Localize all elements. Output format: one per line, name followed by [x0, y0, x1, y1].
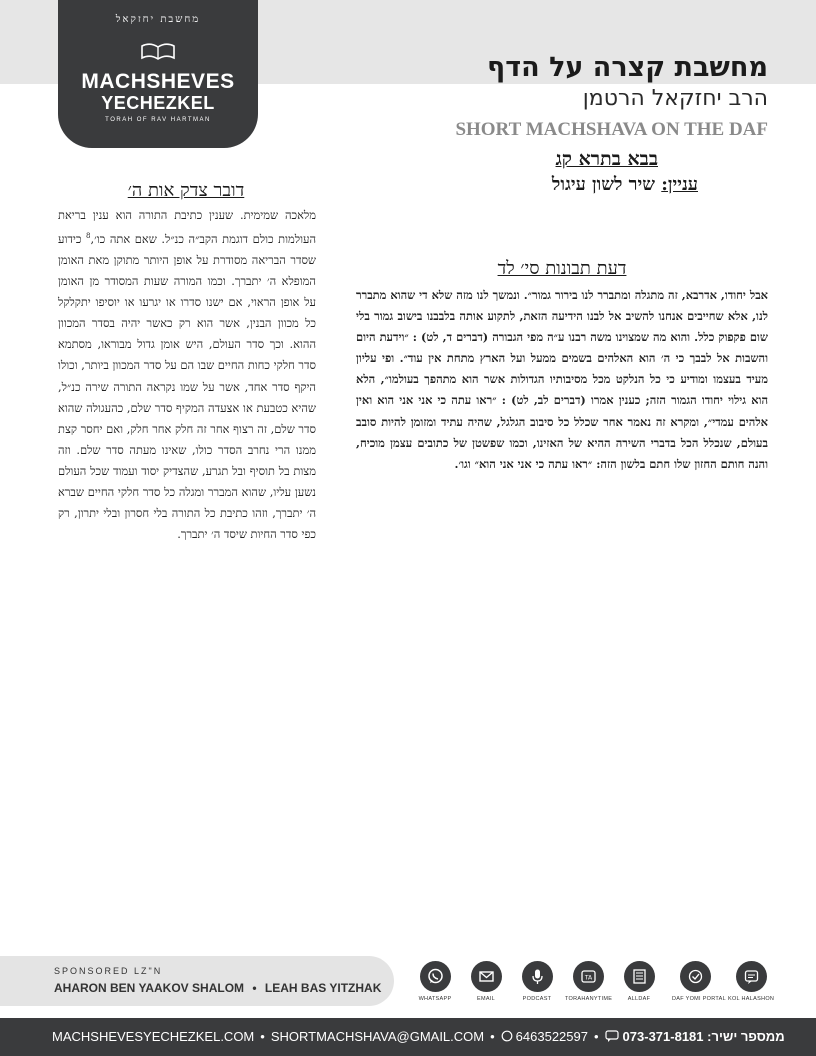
sponsor-name-1: AHARON BEN YAAKOV SHALOM	[54, 981, 245, 995]
logo	[58, 0, 258, 148]
sponsor-names	[54, 981, 381, 995]
svg-text:TA: TA	[584, 974, 592, 982]
right-column-heading: דעת תבונות סי׳ לד	[497, 258, 627, 279]
email-caption: EMAIL	[476, 996, 495, 1002]
logo-name-line2: YECHEZKEL	[101, 93, 215, 113]
open-book-icon	[140, 42, 176, 60]
daf-yomi-portal-icon	[687, 968, 704, 985]
left-text-part1: מלאכה שמימית. שענין כתיבת התורה הוא ענין בריאת העולמות כולם דוגמת הקב״ה כנ״ל. שאם אתה כו׳,	[58, 208, 317, 246]
link-icons	[412, 961, 784, 1005]
footer-contacts	[52, 1029, 785, 1044]
right-column-text: אבל יחודו, אדרבא, זה מתגלה ומתברר לנו בירור גמור״. ונמשך לנו מזה שלא די שהוא מתברר לנו, אלא שחייבים אנחנו להשיב אל לבנו הידיעה הזאת, לתקוע אותה בלבבנו בישוב גמור בלי שום פקפוק כלל. והוא מה שמצוינו משה רבנו ע״ה מפי הגבורה (דברים ד, לט) : ״וידעת היום והשבות אל לבבך כי ה׳ הוא האלהים בשמים ממעל ועל הארץ מתחת אין עוד״. ופי עליון מעיד בעצמו ומודיע כי כל הנלקט מכל מסיבותיו הגדולות אשר הוא מתהפך בעולמו״, הלא הוא גילוי יחודו הגמור הזה; כענין אמרו (דברים לב, לט) : ״ראו עתה כי אני אני הוא ואין אלהים עמדי״, ומקרא זה נאמר אחר שכלל כל סיבוב הגלגל, שהיה עתיד ומזומן להיות סובב בעולם, שנכלל הכל בדברי השירה ההיא של האזינו, וכמו שפשטן של כתובים עצמן מוכיח, והנה חותם החזון שלו חתם בלשון הזה: ״ראו עתה כי אני אני הוא״ וגו׳.	[356, 288, 768, 471]
torahanytime-icon	[580, 968, 597, 985]
page-title: מחשבת קצרה על הדף	[487, 52, 768, 83]
footer-whatsapp-number[interactable]: 6463522597	[515, 1029, 588, 1044]
daf-yomi-portal-link[interactable]	[672, 961, 727, 1002]
kol-halashon-small-icon	[605, 1030, 619, 1042]
daf-yomi-portal-caption: DAF YOMI PORTAL	[672, 996, 727, 1002]
whatsapp-caption: WHATSAPP	[418, 996, 452, 1002]
kol-halashon-link[interactable]	[728, 961, 774, 1002]
topic-label: עניין:	[661, 174, 698, 195]
left-column-heading: דובר צדק אות ה׳	[127, 180, 245, 201]
kol-halashon-caption: KOL HALASHON	[728, 996, 775, 1002]
masechta-heading: בבא בתרא קג	[555, 148, 658, 170]
podcast-caption: PODCAST	[522, 996, 552, 1002]
footer-website[interactable]: MACHSHEVESYECHEZKEL.COM	[52, 1029, 255, 1044]
logo-hebrew: מחשבת יחזקאל	[115, 14, 201, 25]
footer-separator: •	[490, 1029, 495, 1044]
topic-value: שיר לשון עיגול	[551, 174, 655, 195]
alldaf-link[interactable]	[616, 961, 662, 1002]
torahanytime-caption: TORAHANYTIME	[565, 996, 613, 1002]
rabbi-name: הרב יחזקאל הרטמן	[582, 86, 768, 111]
sponsor-name-2: LEAH BAS YITZHAK	[264, 981, 382, 995]
podcast-link[interactable]	[514, 961, 560, 1002]
footnote-mark: 8	[86, 232, 91, 241]
email-icon	[478, 968, 495, 985]
left-text-part2: כידוע שסדר הבריאה מסודרת על אופן היותר מתוקן מאת האומן המופלא ה׳ יתברך. וכמו המורה שעות המסודר מן האומן על אופן הראוי, אם ישנו סדרו או יגרעו או יוסיפו יתקלקל כל מכוון הבנין, אשר הוא רק כאשר יהיה בסדר המכוון ההוא. וכך סדר העולם, היש אומן גדול מבוראו, מסתמא סדר חלקי כחות החיים שבו הם על סדר המכוון ביותר, וכולו היקף סדר אחד, אשר על שמו נקראה התורה שירה כנ״ל, שהיא כטבעת או אצעדה המקיף סדר שלם, כהעגולה שהוא סדר שלם, זה רצוף אחר זה חלק אחר חלק, ואם יחסר קצת ממנו הרי נחרב הסדר כולו, שאינו מעתה סדר שלם. וזה מצות בל תוסיף ובל תגרע, שהצדיק יסוד ועמוד שכל העולם נשען עליו, שהוא המברר ומגלה כל סדר חלקי החיים שברא ה׳ יתברך, וזהו כתיבת כל התורה בלי חסרון ובלי יתרון, רק כפי סדר החיות שיסד ה׳ יתברך.	[58, 231, 316, 542]
footer-direct-label: ממספר ישיר:	[707, 1029, 785, 1044]
sponsor-separator: •	[252, 981, 257, 995]
whatsapp-icon	[427, 968, 444, 985]
torahanytime-link[interactable]	[565, 961, 611, 1002]
alldaf-icon	[631, 968, 648, 985]
whatsapp-link[interactable]	[412, 961, 458, 1002]
whatsapp-small-icon	[501, 1030, 513, 1042]
english-title: SHORT MACHSHAVA ON THE DAF	[455, 119, 768, 140]
alldaf-caption: ALLDAF	[627, 996, 651, 1002]
kol-halashon-icon	[743, 968, 760, 985]
topic-line	[552, 174, 698, 195]
footer-phone[interactable]: 073-371-8181	[622, 1029, 704, 1044]
logo-tagline: TORAH OF RAV HARTMAN	[105, 117, 211, 123]
left-column-text	[58, 205, 316, 545]
logo-name-line1: MACHSHEVES	[81, 70, 235, 93]
footer-separator: •	[260, 1029, 265, 1044]
sponsor-label: SPONSORED LZ"N	[54, 966, 163, 976]
footer-bar	[0, 1018, 816, 1056]
footer-separator: •	[593, 1029, 599, 1044]
email-link[interactable]	[463, 961, 509, 1002]
footer-email[interactable]: SHORTMACHSHAVA@GMAIL.COM	[270, 1029, 485, 1044]
microphone-icon	[529, 968, 546, 985]
